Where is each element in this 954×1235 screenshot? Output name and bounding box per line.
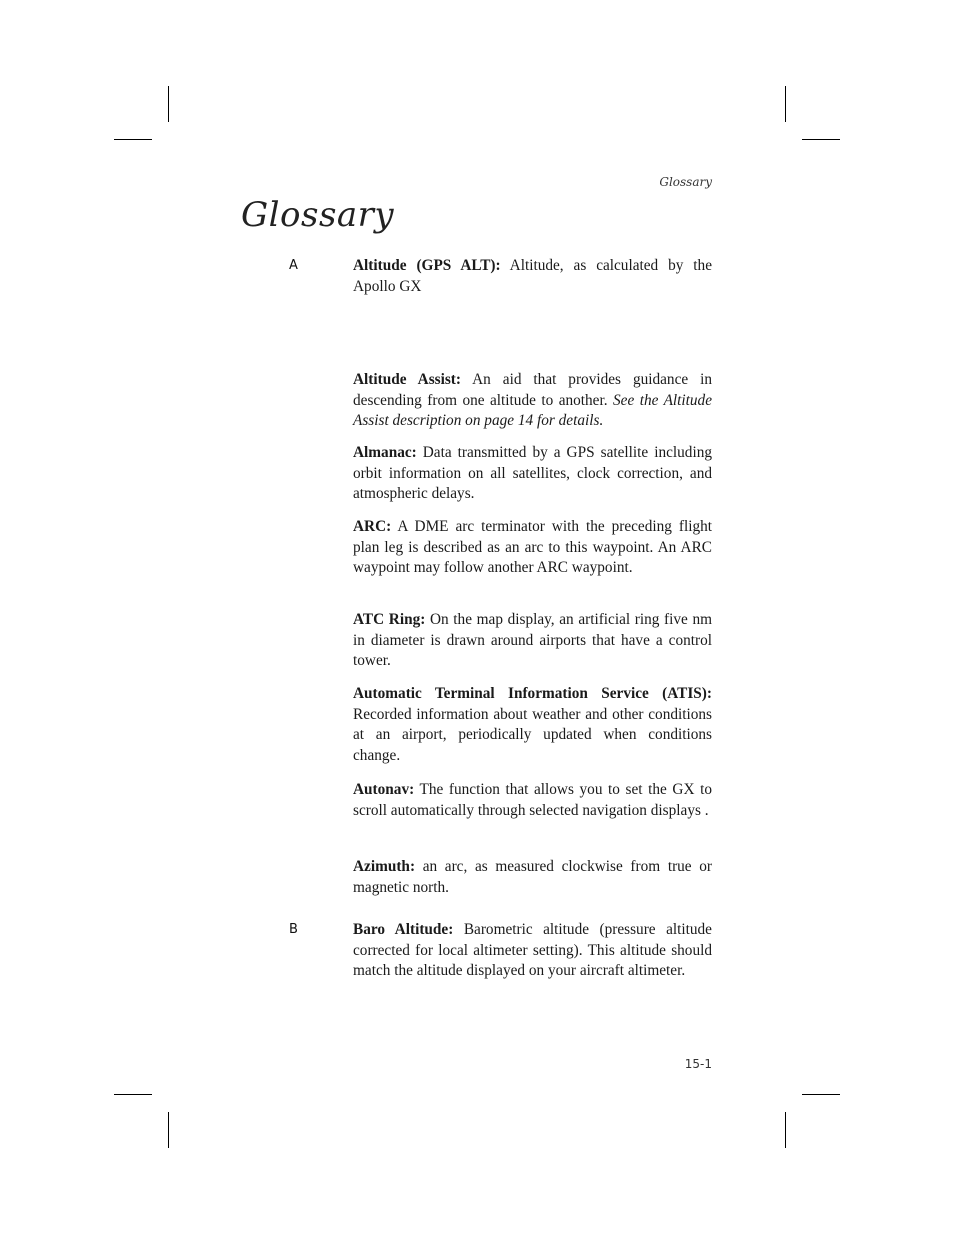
glossary-entry-autonav (353, 780, 712, 821)
glossary-definition: Barometric altitude (pressure altitude corrected for local altimeter setting). This altitude should match the altitude displayed on your aircraft altimeter. (353, 921, 712, 979)
crop-mark (785, 1112, 786, 1148)
glossary-entry-azimuth (353, 857, 712, 898)
section-letter-a: A (289, 258, 298, 273)
glossary-term: Autonav: (353, 781, 415, 798)
glossary-entry-baro-altitude (353, 920, 712, 982)
glossary-term: Altitude Assist: (353, 371, 461, 388)
section-letter-b: B (289, 922, 298, 937)
glossary-term: Altitude (GPS ALT): (353, 257, 501, 274)
glossary-entry-arc (353, 517, 712, 579)
crop-mark (114, 1094, 152, 1095)
glossary-term: Almanac: (353, 444, 417, 461)
glossary-term: Azimuth: (353, 858, 416, 875)
glossary-term: ARC: (353, 518, 392, 535)
glossary-reference: See the Altitude Assist description on page 14 for details. (353, 391, 712, 429)
glossary-entry-atc-ring (353, 610, 712, 672)
crop-mark (802, 139, 840, 140)
glossary-definition: an arc, as measured clockwise from true or magnetic north. (353, 858, 712, 896)
crop-mark (168, 1112, 169, 1148)
glossary-entry-altitude-gps-alt (353, 256, 712, 297)
glossary-definition: An aid that provides guidance in descending from one altitude to another. (353, 371, 713, 409)
page-number: 15-1 (684, 1057, 712, 1071)
glossary-definition: A DME arc terminator with the preceding flight plan leg is described as an arc to this waypoint. An ARC waypoint may follow another ARC waypoint. (353, 518, 712, 576)
crop-mark (168, 86, 169, 122)
running-head: Glossary (659, 175, 712, 189)
glossary-term: ATC Ring: (353, 611, 426, 628)
glossary-term: Baro Altitude: (353, 921, 454, 938)
glossary-definition: Data transmitted by a GPS satellite including orbit information on all satellites, clock correction, and atmospheric delays. (353, 444, 712, 502)
glossary-entry-altitude-assist (353, 370, 712, 432)
crop-mark (785, 86, 786, 122)
glossary-definition: Altitude, as calculated by the Apollo GX (353, 257, 712, 295)
page-title: Glossary (241, 195, 395, 235)
glossary-term: Automatic Terminal Information Service (ATIS): (353, 685, 712, 702)
crop-mark (802, 1094, 840, 1095)
glossary-entry-almanac (353, 443, 712, 505)
glossary-entry-atis (353, 684, 712, 766)
glossary-definition: Recorded information about weather and other conditions at an airport, periodically updated when conditions change. (353, 705, 712, 764)
glossary-definition: On the map display, an artificial ring five nm in diameter is drawn around airports that have a control tower. (353, 611, 712, 669)
crop-mark (114, 139, 152, 140)
glossary-definition: The function that allows you to set the GX to scroll automatically through selected navigation displays . (353, 781, 712, 819)
